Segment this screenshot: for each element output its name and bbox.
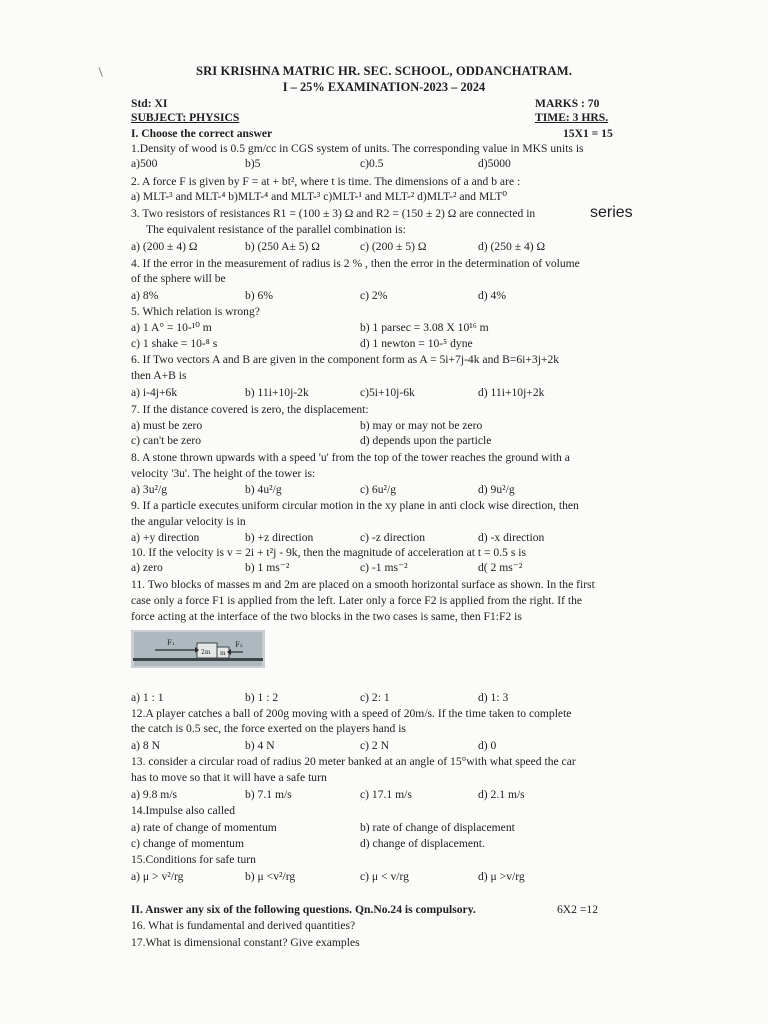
q3-option-c: c) (200 ± 5) Ω [360,240,427,253]
q10-option-c: c) -1 ms⁻² [360,561,408,574]
question-6: 6. If Two vectors A and B are given in the component form as A = 5i+7j-4k and B=6i+3j+2k [131,353,560,366]
question-11-cont: case only a force F1 is applied from the left. Later only a force F2 is applied from the right. If the [131,594,583,607]
q14-option-d: d) change of displacement. [360,837,485,850]
q4-option-b: b) 6% [245,289,274,302]
subject-label: SUBJECT: PHYSICS [131,111,240,124]
question-13-cont: has to move so that it will have a safe turn [131,771,327,784]
q13-option-a: a) 9.8 m/s [131,788,178,801]
q9-option-c: c) -z direction [360,531,426,544]
q8-option-b: b) 4u²/g [245,483,282,496]
q9-option-b: b) +z direction [245,531,314,544]
q15-option-d: d) μ >v/rg [478,870,525,883]
q11-option-d: d) 1: 3 [478,691,509,704]
question-4-cont: of the sphere will be [131,272,226,285]
q14-option-c: c) change of momentum [131,837,244,850]
q3-option-a: a) (200 ± 4) Ω [131,240,198,253]
time-label: TIME: 3 HRS. [535,111,609,124]
section-two-marks: 6X2 =12 [557,903,598,916]
q6-option-c: c)5i+10j-6k [360,386,415,399]
q6-option-a: a) i-4j+6k [131,386,178,399]
q14-option-a: a) rate of change of momentum [131,821,277,834]
question-3-cont: The equivalent resistance of the parallel combination is: [146,223,406,236]
q15-option-b: b) μ <v²/rg [245,870,296,883]
q1-option-b: b)5 [245,157,261,170]
q12-option-a: a) 8 N [131,739,160,752]
q10-option-a: a) zero [131,561,163,574]
marks-label: MARKS : 70 [535,97,600,110]
question-17: 17.What is dimensional constant? Give examples [131,936,360,949]
q6-option-d: d) 11i+10j+2k [478,386,545,399]
q13-option-c: c) 17.1 m/s [360,788,412,801]
q9-option-d: d) -x direction [478,531,545,544]
question-15: 15.Conditions for safe turn [131,853,256,866]
question-12: 12.A player catches a ball of 200g moving with a speed of 20m/s. If the time taken to complete [131,707,572,720]
question-10: 10. If the velocity is v = 2i + t²j - 9k, then the magnitude of acceleration at t = 0.5 s is [131,546,526,559]
question-4: 4. If the error in the measurement of radius is 2 % , then the error in the determination of volume [131,257,580,270]
q6-option-b: b) 11i+10j-2k [245,386,309,399]
q3-series-word: series [590,204,633,221]
std-label: Std: XI [131,97,168,110]
figure-label-2m: 2m [201,649,211,656]
question-1: 1.Density of wood is 0.5 gm/cc in CGS system of units. The corresponding value in MKS units is [131,142,584,155]
q12-option-c: c) 2 N [360,739,389,752]
q8-option-d: d) 9u²/g [478,483,515,496]
q5-option-b: b) 1 parsec = 3.08 X 10¹⁶ m [360,321,489,334]
school-name: SRI KRISHNA MATRIC HR. SEC. SCHOOL, ODDANCHATRAM. [196,64,572,78]
q5-option-d: d) 1 newton = 10-⁵ dyne [360,337,473,350]
q7-option-b: b) may or may not be zero [360,419,483,432]
q9-option-a: a) +y direction [131,531,200,544]
q1-option-a: a)500 [131,157,158,170]
question-2: 2. A force F is given by F = at + bt², where t is time. The dimensions of a and b are : [131,175,521,188]
q7-option-c: c) can't be zero [131,434,201,447]
question-7: 7. If the distance covered is zero, the displacement: [131,403,369,416]
question-8: 8. A stone thrown upwards with a speed 'u' from the top of the tower reaches the ground with a [131,451,570,464]
q12-option-b: b) 4 N [245,739,275,752]
q1-option-d: d)5000 [478,157,511,170]
question-16: 16. What is fundamental and derived quantities? [131,919,356,932]
q15-option-c: c) μ < v/rg [360,870,409,883]
q4-option-d: d) 4% [478,289,507,302]
q13-option-b: b) 7.1 m/s [245,788,292,801]
q3-option-d: d) (250 ± 4) Ω [478,240,546,253]
figure-label-f2: F₂ [235,641,243,649]
question-13: 13. consider a circular road of radius 20 meter banked at an angle of 15°with what speed the car [131,755,576,768]
question-9: 9. If a particle executes uniform circular motion in the xy plane in anti clock wise direction, then [131,499,579,512]
q8-option-c: c) 6u²/g [360,483,396,496]
section-one-title: I. Choose the correct answer [131,127,273,140]
exam-title: I – 25% EXAMINATION-2023 – 2024 [282,80,486,94]
section-two-title: II. Answer any six of the following questions. Qn.No.24 is compulsory. [131,903,476,916]
q12-option-d: d) 0 [478,739,497,752]
q8-option-a: a) 3u²/g [131,483,167,496]
q2-options: a) MLT-³ and MLT-⁴ b)MLT-⁴ and MLT-³ c)MLT-¹ and MLT-² d)MLT-² and MLT⁰ [131,190,508,203]
q1-option-c: c)0.5 [360,157,384,170]
question-11: 11. Two blocks of masses m and 2m are placed on a smooth horizontal surface as shown. In the first [131,578,595,591]
q11-option-b: b) 1 : 2 [245,691,279,704]
question-14: 14.Impulse also called [131,804,235,817]
q4-option-c: c) 2% [360,289,388,302]
q13-option-d: d) 2.1 m/s [478,788,525,801]
q10-option-b: b) 1 ms⁻² [245,561,290,574]
q3-option-b: b) (250 A± 5) Ω [245,240,320,253]
question-9-cont: the angular velocity is in [131,515,246,528]
q5-option-c: c) 1 shake = 10-⁸ s [131,337,218,350]
q14-option-b: b) rate of change of displacement [360,821,515,834]
section-one-marks: 15X1 = 15 [563,127,613,140]
question-6-cont: then A+B is [131,369,187,382]
figure-label-m: m [220,650,226,657]
question-5: 5. Which relation is wrong? [131,305,260,318]
question-11-cont2: force acting at the interface of the two blocks in the two cases is same, then F1:F2 is [131,610,522,623]
q7-option-d: d) depends upon the particle [360,434,492,447]
q15-option-a: a) μ > v²/rg [131,870,184,883]
question-12-cont: the catch is 0.5 sec, the force exerted on the players hand is [131,722,406,735]
figure-label-f1: F₁ [167,639,175,647]
q5-option-a: a) 1 A° = 10-¹⁰ m [131,321,212,334]
q11-option-a: a) 1 : 1 [131,691,164,704]
q4-option-a: a) 8% [131,289,159,302]
question-3: 3. Two resistors of resistances R1 = (100 ± 3) Ω and R2 = (150 ± 2) Ω are connected in [131,207,536,220]
q11-blocks-figure [131,630,265,668]
q11-option-c: c) 2: 1 [360,691,390,704]
q7-option-a: a) must be zero [131,419,203,432]
question-8-cont: velocity '3u'. The height of the tower is: [131,467,316,480]
q10-option-d: d( 2 ms⁻² [478,561,523,574]
